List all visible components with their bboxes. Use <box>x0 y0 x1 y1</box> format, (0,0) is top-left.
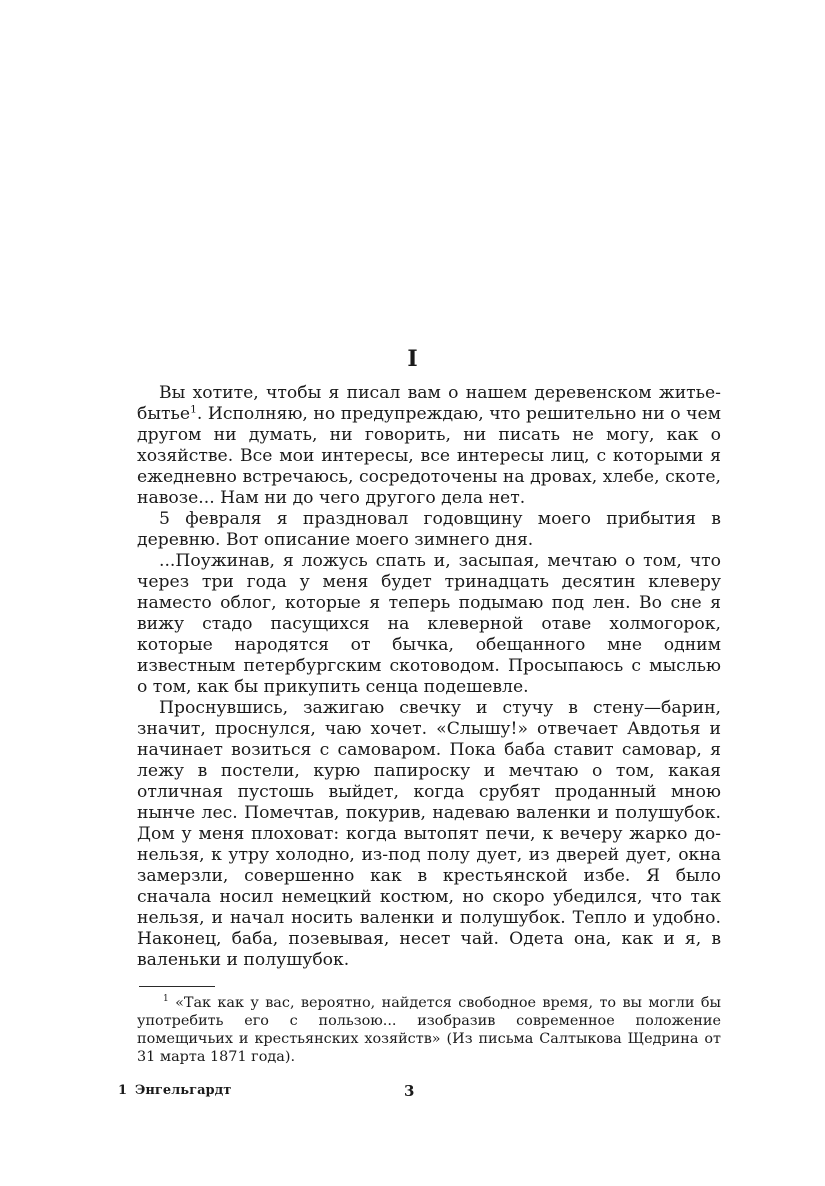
chapter-number: I <box>407 346 418 372</box>
printer-signature <box>118 1083 231 1098</box>
body-text <box>137 383 721 971</box>
paragraph <box>137 383 721 509</box>
signature-number: 1 <box>118 1083 128 1098</box>
paragraph: 5 февраля я праздновал годовщину моего прибытия в деревню. Вот описание моего зимнего дня. <box>137 509 721 550</box>
footnote <box>137 994 721 1066</box>
paragraph: ...Поужинав, я ложусь спать и, засыпая, мечтаю о том, что через три года у меня будет тринадцать десятин клеверу наместо облог, которые я теперь подымаю под лен. Во сне я вижу стадо пасущихся на клеверной отаве холмогорок, которые народятся от бычка, обещанного мне одним известным петербургским скотоводом. Просыпаюсь с мыслью о том, как бы прикупить сенца подешевле. <box>137 551 721 697</box>
footnote-reference[interactable]: 1 <box>190 402 197 416</box>
footnote-divider <box>139 986 215 987</box>
paragraph-text: Вы хотите, чтобы я писал вам о нашем деревенском житье-бытье <box>137 383 721 424</box>
signature-author: Энгельгардт <box>135 1083 232 1098</box>
footnote-text: «Так как у вас, вероятно, найдется свободное время, то вы могли бы употребить его с пользою... изобразив современное положение помещичьих и крестьянских хозяйств» (Из письма Салтыкова Щедрина от 31 марта 1871 года). <box>137 995 722 1065</box>
paragraph: Проснувшись, зажигаю свечку и стучу в стену—барин, значит, проснулся, чаю хочет. «Слышу!» отвечает Авдотья и начинает возиться с самоваром. Пока баба ставит самовар, я лежу в постели, курю папироску и мечтаю о том, какая отличная пустошь выйдет, когда срубят проданный мною нынче лес. Помечтав, покурив, надеваю валенки и полушубок. Дом у меня плоховат: когда вытопят печи, к вечеру жарко до-нельзя, к утру холодно, из-под полу дует, из дверей дует, окна замерзли, совершенно как в крестьянской избе. Я было сначала носил немецкий костюм, но скоро убедился, что так нельзя, и начал носить валенки и полушубок. Тепло и удобно. Наконец, баба, позевывая, несет чай. Одета она, как и я, в валеньки и полушубок. <box>137 698 721 970</box>
paragraph-text: . Исполняю, но предупреждаю, что решительно ни о чем другом ни думать, ни говорить, ни писать не могу, как о хозяйстве. Все мои интересы, все интересы лиц, с которыми я ежедневно встречаюсь, сосредоточены на дровах, хлебе, скоте, навозе... Нам ни до чего другого дела нет. <box>137 404 721 508</box>
page-number: 3 <box>404 1082 415 1100</box>
footnote-marker: 1 <box>163 994 169 1005</box>
